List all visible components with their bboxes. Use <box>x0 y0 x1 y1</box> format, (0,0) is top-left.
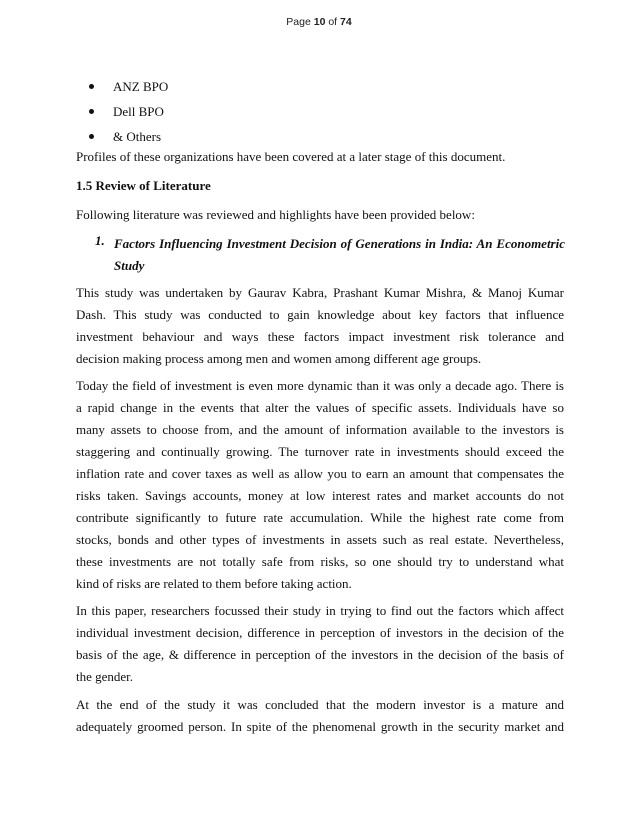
profiles-sentence: Profiles of these organizations have been covered at a later stage of this document. <box>76 149 506 164</box>
paragraph-line: kind of risks are related to them before taking action. <box>76 576 352 591</box>
paragraph-line: individual investment decision, difference in perception of investors in the decision of the <box>76 625 564 640</box>
paragraph-line: adequately groomed person. In spite of the phenomenal growth in the security market and <box>76 719 564 734</box>
paragraph-line: Dash. This study was conducted to gain knowledge about key factors that influence <box>76 307 564 322</box>
paragraph-line: contribute significantly to future rate accumulation. While the highest rate come from <box>76 510 564 525</box>
bullet-item: Dell BPO <box>92 104 168 129</box>
paragraph-line: basis of the age, & difference in perception of the investors in the decision of the basis of <box>76 647 564 662</box>
paragraph-line: inflation rate and cover taxes as well as allow you to earn an amount that compensates the <box>76 466 564 481</box>
current-page-number: 10 <box>313 16 326 28</box>
total-pages-number: 74 <box>340 16 352 28</box>
item-number: 1. <box>95 233 105 248</box>
paragraph-line: these investments are not totally safe from risks, so one should try to understand what <box>76 554 564 569</box>
paragraph-line: At the end of the study it was concluded that the modern investor is a mature and <box>76 697 564 712</box>
paragraph-study-summary <box>76 282 564 370</box>
paragraph-line: risks taken. Savings accounts, money at low interest rates and market accounts do not <box>76 488 564 503</box>
page-header <box>0 16 638 28</box>
paragraph-conclusion <box>76 694 564 738</box>
bullet-icon <box>89 84 94 89</box>
paragraph-line: In this paper, researchers focussed their study in trying to find out the factors which affect <box>76 603 564 618</box>
study-title-line: Study <box>114 258 145 273</box>
paragraph-line: many assets to choose from, and the amount of information available to the investors is <box>76 422 564 437</box>
study-title-line: Factors Influencing Investment Decision of Generations in India: An Econometric <box>114 236 565 251</box>
paragraph-line: decision making process among men and women among different age groups. <box>76 351 482 366</box>
paragraph-line: a rapid change in the events that alter the values of specific assets. Individuals have so <box>76 400 564 415</box>
paragraph-line: This study was undertaken by Gaurav Kabra, Prashant Kumar Mishra, & Manoj Kumar <box>76 285 564 300</box>
paragraph-line: Today the field of investment is even more dynamic than it was only a decade ago. There is <box>76 378 564 393</box>
bullet-item: & Others <box>92 129 168 154</box>
page-label: Page <box>286 16 311 28</box>
paragraph-line: stocks, bonds and other types of investments in assets such as real estate. Nevertheless, <box>76 532 564 547</box>
paragraph-line: the gender. <box>76 669 134 684</box>
paragraph-investment-field <box>76 375 564 595</box>
numbered-study-title <box>95 233 565 277</box>
of-label: of <box>328 16 338 28</box>
organization-bullet-list <box>92 79 168 154</box>
paragraph-line: staggering and continually growing. The turnover rate in investments should exceed the <box>76 444 564 459</box>
bullet-icon <box>89 109 94 114</box>
bullet-icon <box>89 134 94 139</box>
paragraph-line: investment behaviour and ways these factors impact investment risk tolerance and <box>76 329 564 344</box>
intro-sentence: Following literature was reviewed and highlights have been provided below: <box>76 207 475 222</box>
section-heading: 1.5 Review of Literature <box>76 178 211 193</box>
bullet-item: ANZ BPO <box>92 79 168 104</box>
paragraph-research-focus <box>76 600 564 688</box>
